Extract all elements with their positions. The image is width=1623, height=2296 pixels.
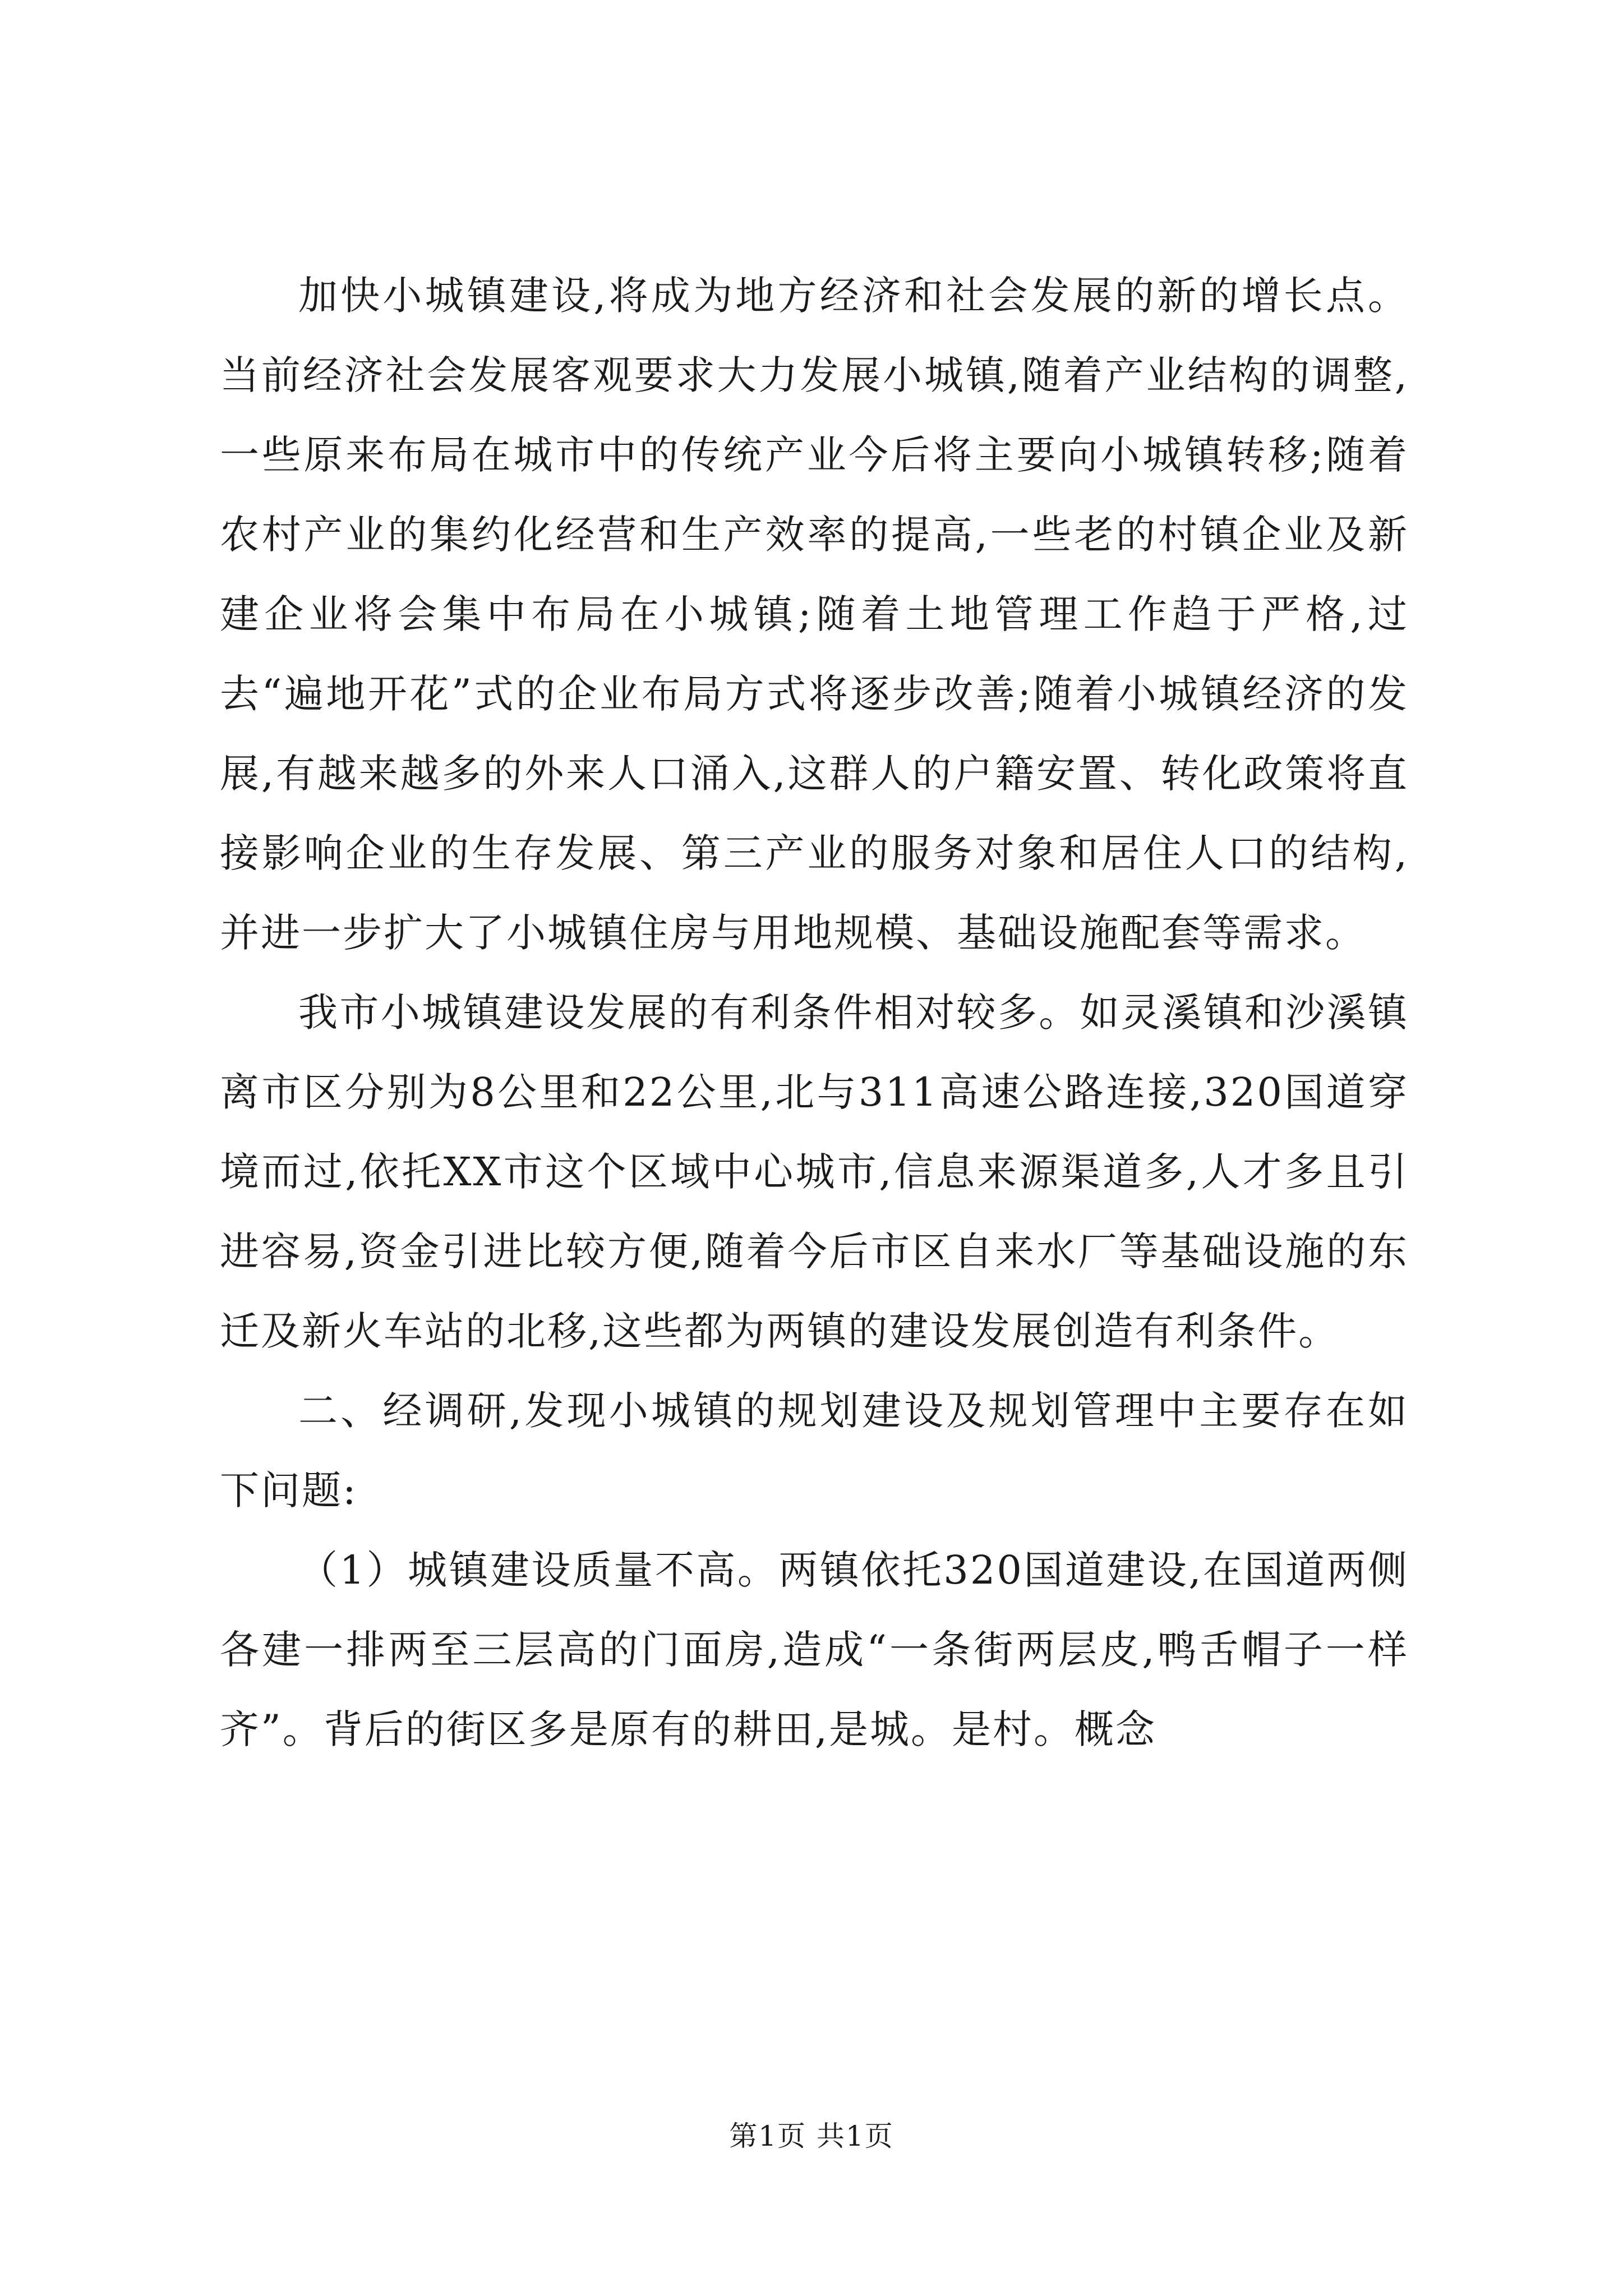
document-body [220, 256, 1409, 1769]
paragraph-small-town-growth: 加快小城镇建设,将成为地方经济和社会发展的新的增长点。当前经济社会发展客观要求大力发展小城镇,随着产业结构的调整,一些原来布局在城市中的传统产业今后将主要向小城镇转移;随着农村产业的集约化经营和生产效率的提高,一些老的村镇企业及新建企业将会集中布局在小城镇;随着土地管理工作趋于严格,过去“遍地开花”式的企业布局方式将逐步改善;随着小城镇经济的发展,有越来越多的外来人口涌入,这群人的户籍安置、转化政策将直接影响企业的生存发展、第三产业的服务对象和居住人口的结构,并进一步扩大了小城镇住房与用地规模、基础设施配套等需求。 [220, 273, 1409, 956]
page-number-footer: 第1页 共1页 [729, 2120, 894, 2152]
paragraph-issue-one: （1）城镇建设质量不高。两镇依托320国道建设,在国道两侧各建一排两至三层高的门面房,造成“一条街两层皮,鸭舌帽子一样齐”。背后的街区多是原有的耕田,是城。是村。概念 [220, 1547, 1409, 1752]
paragraph-favorable-conditions: 我市小城镇建设发展的有利条件相对较多。如灵溪镇和沙溪镇离市区分别为8公里和22公里,北与311高速公路连接,320国道穿境而过,依托XX市这个区域中心城市,信息来源渠道多,人才多且引进容易,资金引进比较方便,随着今后市区自来水厂等基础设施的东迁及新火车站的北移,这些都为两镇的建设发展创造有利条件。 [220, 990, 1409, 1354]
paragraph-section-two-heading: 二、经调研,发现小城镇的规划建设及规划管理中主要存在如下问题: [220, 1388, 1409, 1513]
